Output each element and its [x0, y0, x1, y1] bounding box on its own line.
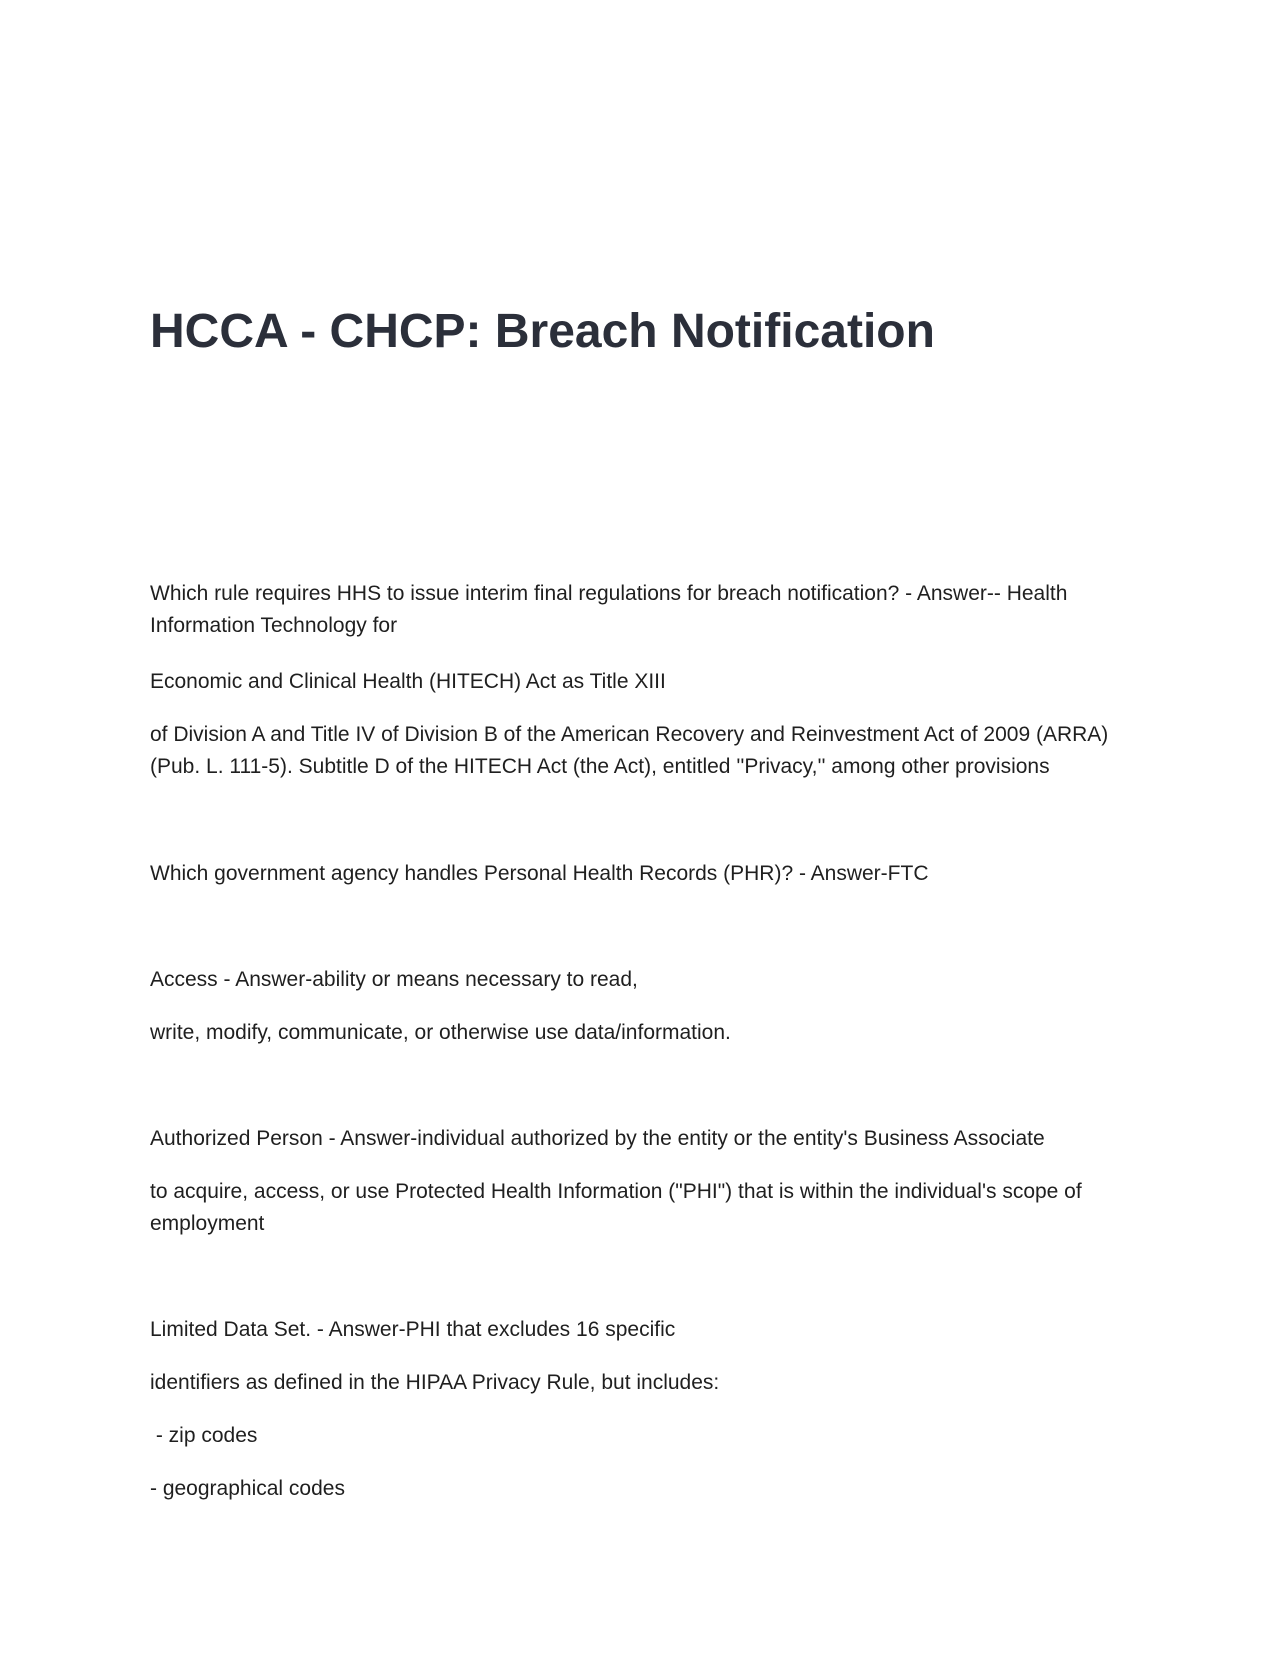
- paragraph-access-definition: Access - Answer-ability or means necessary to read,: [150, 968, 638, 991]
- document-title: HCCA - CHCP: Breach Notification: [150, 305, 935, 358]
- paragraph-hitech-title: Economic and Clinical Health (HITECH) Act as Title XIII: [150, 670, 666, 693]
- list-item-geographical-codes: - geographical codes: [150, 1477, 345, 1500]
- paragraph-access-continued: write, modify, communicate, or otherwise use data/information.: [150, 1021, 731, 1044]
- paragraph-phr-question: Which government agency handles Personal Health Records (PHR)? - Answer-FTC: [150, 862, 929, 885]
- list-item-zip-codes: - zip codes: [150, 1424, 258, 1447]
- paragraph-limited-data-set: Limited Data Set. - Answer-PHI that excludes 16 specific: [150, 1318, 676, 1341]
- paragraph-authorized-person: Authorized Person - Answer-individual authorized by the entity or the entity's Business Associate: [150, 1127, 1045, 1150]
- paragraph-hitech-question: Which rule requires HHS to issue interim final regulations for breach notification? - Answer-- Health Information Technology for: [150, 582, 1068, 637]
- paragraph-limited-data-set-continued: identifiers as defined in the HIPAA Privacy Rule, but includes:: [150, 1371, 720, 1394]
- paragraph-authorized-person-continued: to acquire, access, or use Protected Health Information ("PHI") that is within the individual's scope of employment: [150, 1180, 1082, 1235]
- paragraph-arra: of Division A and Title IV of Division B of the American Recovery and Reinvestment Act of 2009 (ARRA) (Pub. L. 111-5). Subtitle D of the HITECH Act (the Act), entitled ''Privacy,'' among other provisions: [150, 723, 1109, 778]
